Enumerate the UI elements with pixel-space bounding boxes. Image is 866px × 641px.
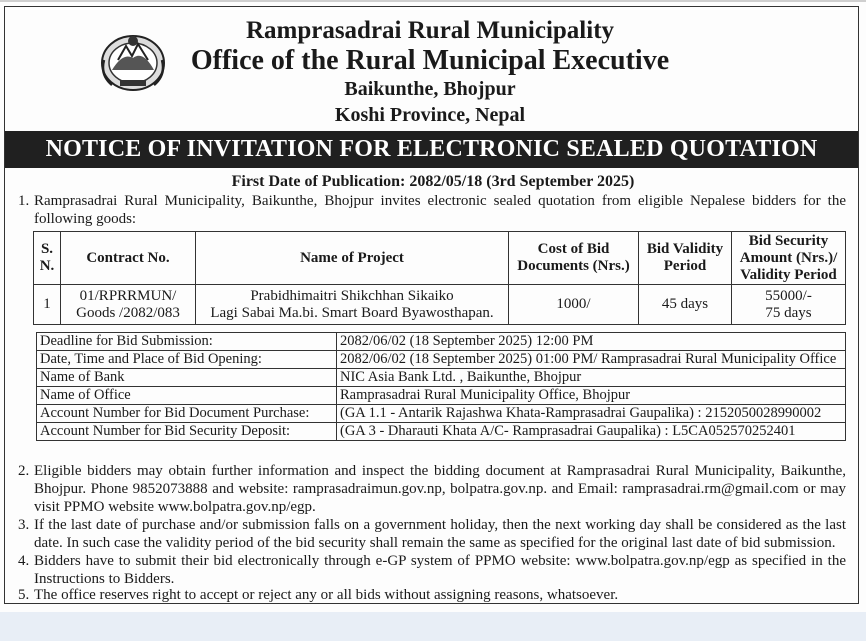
cell-security: 55000/- 75 days [732, 285, 846, 325]
cell-sn: 1 [34, 285, 61, 325]
point-2: 2. Eligible bidders may obtain further information and inspect the bidding document at Ramprasadrai Rural Municipality, Baikunthe, Bhojpur. Phone 9852073888 and website: ramprasadraimun.gov.np, bolpatra.gov.np. and Email: ramprasadrai.rm@gmail.com or may visit PPMO website www.bolpatra.gov.np/egp. [18, 463, 846, 515]
cell-project: Prabidhimaitri Shikchhan Sikaiko Lagi Sabai Ma.bi. Smart Board Byawosthapan. [196, 285, 509, 325]
table-row: Deadline for Bid Submission: 2082/06/02 (18 September 2025) 12:00 PM [37, 333, 846, 351]
col-project: Name of Project [196, 232, 509, 285]
point-1: 1. Ramprasadrai Rural Municipality, Baikunthe, Bhojpur invites electronic sealed quotation from eligible Nepalese bidders for the following goods: [18, 193, 846, 227]
table-row: Account Number for Bid Security Deposit: (GA 3 - Dharauti Khata A/C- Ramprasadrai Gaupalika) : L5CA052570252401 [37, 423, 846, 441]
bottom-strip [0, 612, 866, 641]
municipality-name: Ramprasadrai Rural Municipality [245, 17, 615, 44]
office-name: Office of the Rural Municipal Executive [190, 45, 670, 76]
bid-details-table [36, 332, 846, 441]
table-row: Name of Bank NIC Asia Bank Ltd. , Baikunthe, Bhojpur [37, 369, 846, 387]
address-line-2: Koshi Province, Nepal [334, 104, 526, 126]
notice-banner: NOTICE OF INVITATION FOR ELECTRONIC SEALED QUOTATION [5, 131, 858, 168]
top-rule [0, 0, 866, 2]
table-row: Name of Office Ramprasadrai Rural Municipality Office, Bhojpur [37, 387, 846, 405]
publication-date: First Date of Publication: 2082/05/18 (3rd September 2025) [231, 173, 635, 190]
goods-table [33, 231, 846, 325]
header [175, 16, 685, 128]
address-line-1: Baikunthe, Bhojpur [344, 78, 516, 100]
point-5: 5. The office reserves right to accept or reject any or all bids without assigning reasons, whatsoever. [18, 587, 619, 603]
table-header-row [34, 232, 846, 285]
table-row [34, 285, 846, 325]
table-row: Account Number for Bid Document Purchase: (GA 1.1 - Antarik Rajashwa Khata-Ramprasadrai Gaupalika) : 2152050028990002 [37, 405, 846, 423]
cell-cost: 1000/ [509, 285, 639, 325]
point-3: 3. If the last date of purchase and/or submission falls on a government holiday, then the next working day shall be considered as the last date. In such case the validity period of the bid security shall remain the same as specified for the original last date of bid submission. [18, 517, 846, 551]
col-contract: Contract No. [61, 232, 196, 285]
col-sn: S. N. [34, 232, 61, 285]
cell-contract: 01/RPRRMUN/ Goods /2082/083 [61, 285, 196, 325]
cell-validity: 45 days [639, 285, 732, 325]
col-cost: Cost of Bid Documents (Nrs.) [509, 232, 639, 285]
col-security: Bid Security Amount (Nrs.)/ Validity Period [732, 232, 846, 285]
nepal-government-emblem-icon [98, 30, 168, 92]
point-4: 4. Bidders have to submit their bid electronically through e-GP system of PPMO website: www.bolpatra.gov.np/egp as specified in the Instructions to Bidders. [18, 553, 846, 587]
table-row: Date, Time and Place of Bid Opening: 2082/06/02 (18 September 2025) 01:00 PM/ Ramprasadrai Rural Municipality Office [37, 351, 846, 369]
col-validity: Bid Validity Period [639, 232, 732, 285]
